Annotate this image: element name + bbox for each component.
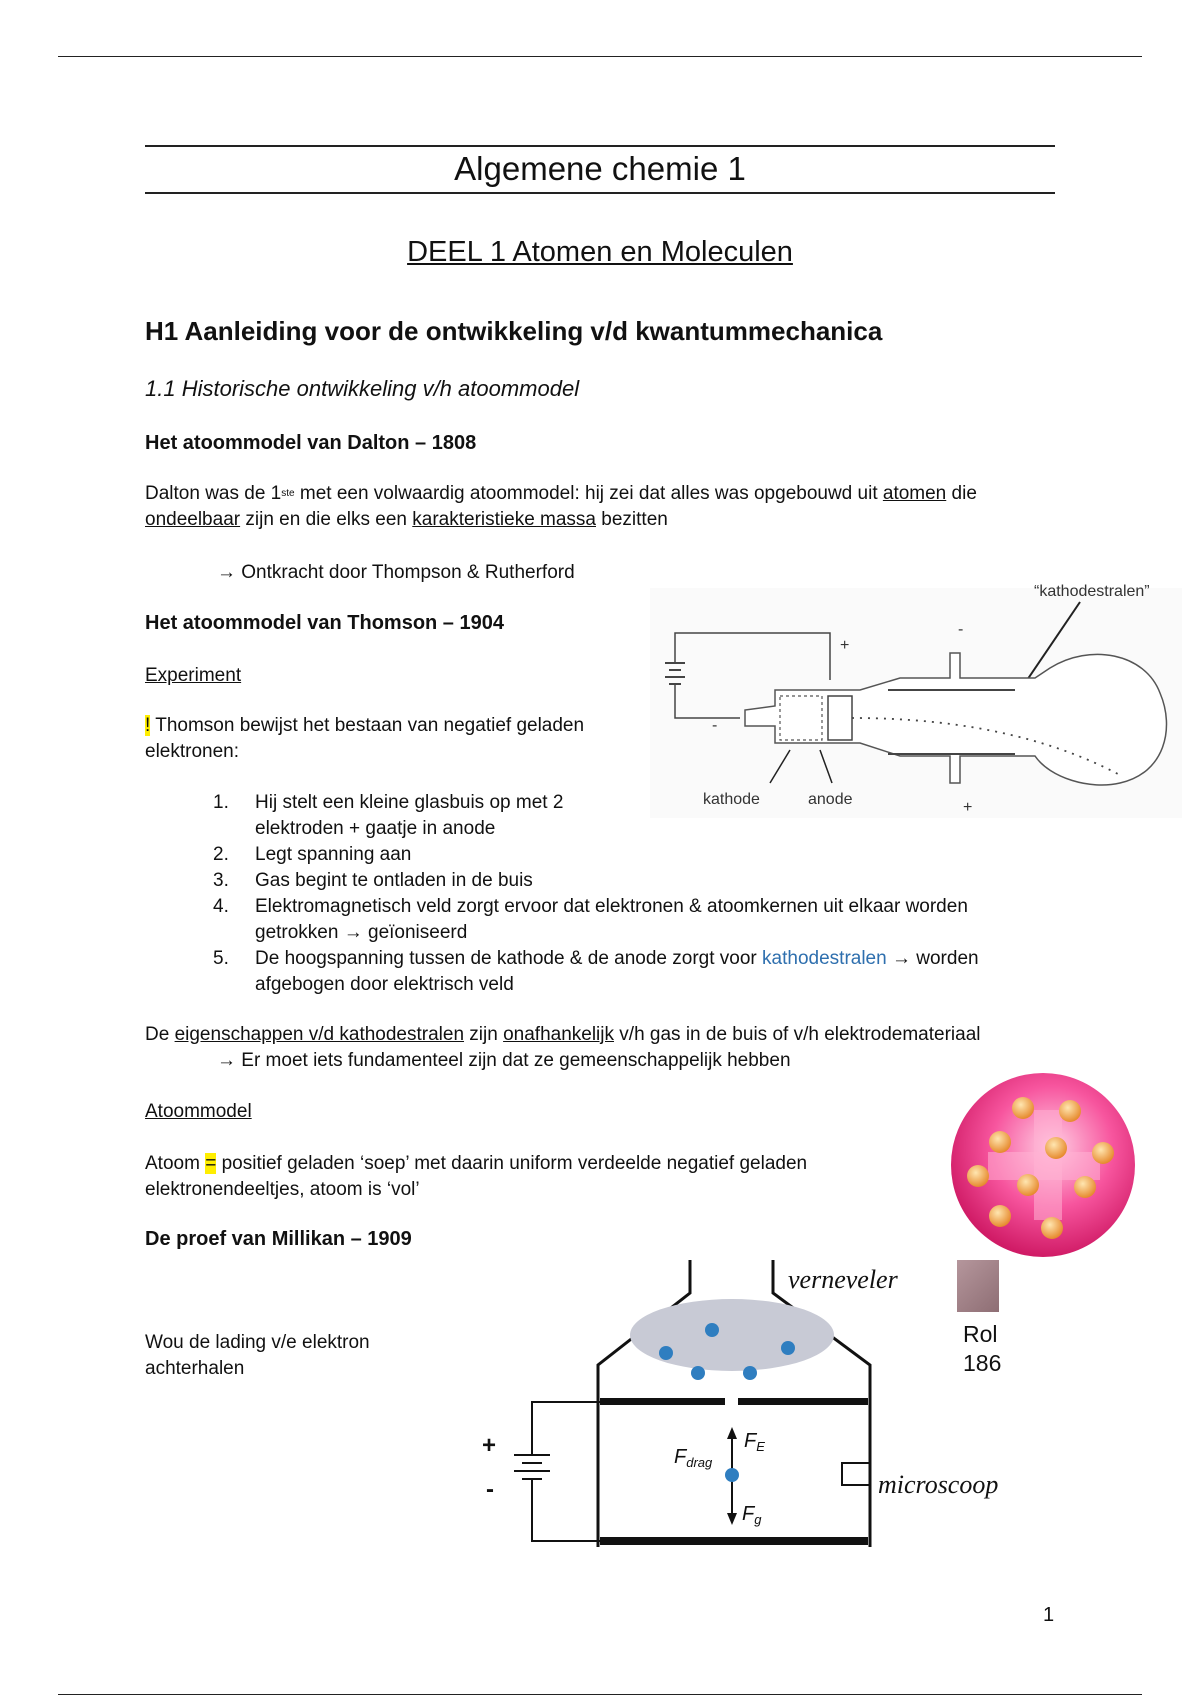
- anode-plus-sign: +: [840, 637, 850, 654]
- list-item: [213, 972, 1053, 998]
- cathode-electrode: [780, 696, 822, 740]
- dalton-heading: Het atoommodel van Dalton – 1808: [145, 432, 477, 454]
- properties-underlined: onafhankelijk: [503, 1024, 615, 1045]
- dalton-text: met een volwaardig atoommodel: hij zei dat alles was opgebouwd uit: [294, 483, 883, 504]
- step-number: 5.: [213, 948, 229, 969]
- atom-model-label: Atoommodel: [145, 1101, 252, 1122]
- title-rule-bottom: [145, 192, 1055, 194]
- properties-underlined: eigenschappen v/d kathodestralen: [174, 1024, 465, 1045]
- electron-dot: [1092, 1142, 1114, 1164]
- atom-model-text: Atoom: [145, 1153, 206, 1174]
- sprayer-label: verneveler: [788, 1265, 898, 1294]
- oil-mist-cloud: [630, 1299, 834, 1371]
- properties-paragraph: [145, 1022, 1065, 1048]
- millikan-paragraph: [145, 1330, 370, 1382]
- dalton-sup: ste: [281, 488, 295, 499]
- oil-droplet: [781, 1341, 795, 1355]
- plate-minus-sign: -: [958, 621, 964, 638]
- force-arrowhead-up: [727, 1427, 737, 1439]
- step-number: 1.: [213, 792, 229, 813]
- list-item: [213, 816, 1053, 842]
- dalton-text: zijn en die elks een: [240, 509, 413, 530]
- oil-droplet: [691, 1366, 705, 1380]
- step-text: afgebogen door elektrisch veld: [255, 974, 514, 995]
- millikan-text: achterhalen: [145, 1358, 245, 1379]
- list-item: [213, 894, 1053, 920]
- page-title: Algemene chemie 1: [454, 150, 746, 187]
- portrait-caption-text: Rol: [963, 1321, 998, 1347]
- step-text: Legt spanning aan: [255, 844, 412, 865]
- electron-dot: [1074, 1176, 1096, 1198]
- dalton-text: Dalton was de 1: [145, 483, 282, 504]
- step-text: Gas begint te ontladen in de buis: [255, 870, 533, 891]
- atom-sphere-cross-highlight: [988, 1152, 1100, 1180]
- electron-dot: [1045, 1137, 1067, 1159]
- dalton-underlined-term: atomen: [882, 483, 947, 504]
- dalton-paragraph: [145, 481, 1055, 533]
- dalton-text: bezitten: [596, 509, 668, 530]
- microscope-label: microscoop: [878, 1470, 999, 1499]
- dalton-arrow-note: → Ontkracht door Thompson & Rutherford: [217, 562, 575, 583]
- dalton-text: die: [946, 483, 977, 504]
- electron-dot: [1012, 1097, 1034, 1119]
- properties-text: v/h gas in de buis of v/h elektrodemateriaal: [614, 1024, 981, 1045]
- cathode-minus-sign: -: [712, 717, 718, 734]
- oil-droplet: [705, 1323, 719, 1337]
- atom-model-paragraph: [145, 1151, 905, 1203]
- equals-highlight: =: [205, 1153, 217, 1174]
- circuit-wire: [532, 1480, 600, 1541]
- step-text: elektroden + gaatje in anode: [255, 818, 496, 839]
- cathode-rays-label: “kathodestralen”: [1034, 583, 1150, 600]
- cathode-label: kathode: [703, 791, 760, 808]
- electron-dot: [1041, 1217, 1063, 1239]
- portrait-caption: [963, 1320, 1003, 1378]
- battery-minus-sign: -: [486, 1476, 494, 1503]
- gravity-force-label: $F_g$: [742, 1503, 762, 1527]
- step-number: 4.: [213, 896, 229, 917]
- dalton-underlined-term: ondeelbaar: [145, 509, 241, 530]
- thomson-claim: [145, 713, 625, 765]
- title-rule-top: [145, 145, 1055, 147]
- upper-capacitor-plate: [738, 1398, 868, 1405]
- properties-text: zijn: [464, 1024, 504, 1045]
- millikan-oil-drop-diagram: [470, 1255, 1010, 1555]
- page-bottom-rule: [58, 1694, 1142, 1695]
- step-text: → worden: [886, 948, 979, 969]
- part-title: DEEL 1 Atomen en Moleculen: [407, 236, 793, 268]
- exclamation-highlight: !: [145, 715, 151, 736]
- step-text: getrokken → geïoniseerd: [255, 922, 468, 943]
- list-item: [213, 946, 1053, 972]
- atom-model-text: positief geladen ‘soep’ met daarin uniform verdeelde negatief geladen: [216, 1153, 808, 1174]
- electron-dot: [1059, 1100, 1081, 1122]
- thomson-heading: Het atoommodel van Thomson – 1904: [145, 612, 504, 634]
- anode-electrode: [828, 696, 852, 740]
- step-number: 2.: [213, 844, 229, 865]
- step-number: 3.: [213, 870, 229, 891]
- chapter-heading: H1 Aanleiding voor de ontwikkeling v/d kwantummechanica: [145, 316, 883, 346]
- step-text: Elektromagnetisch veld zorgt ervoor dat elektronen & atoomkernen uit elkaar worden: [255, 896, 968, 917]
- thomson-claim-text: Thomson bewijst het bestaan van negatief geladen: [150, 715, 585, 736]
- page-top-rule: [58, 56, 1142, 57]
- plate-plus-sign: +: [963, 799, 973, 816]
- list-item: [213, 868, 1053, 894]
- step-text: De hoogspanning tussen de kathode & de anode zorgt voor: [255, 948, 763, 969]
- millikan-text: Wou de lading v/e elektron: [145, 1332, 370, 1353]
- step-text: Hij stelt een kleine glasbuis op met 2: [255, 792, 564, 813]
- drag-force-label: $F_{drag}$: [674, 1446, 713, 1470]
- page-number: 1: [1043, 1604, 1055, 1626]
- circuit-wire: [532, 1402, 600, 1455]
- list-item: [213, 842, 1053, 868]
- millikan-heading: De proef van Millikan – 1909: [145, 1228, 412, 1250]
- battery-icon: [514, 1455, 550, 1479]
- properties-text: De: [145, 1024, 175, 1045]
- dalton-underlined-term: karakteristieke massa: [412, 509, 596, 530]
- portrait-fragment: [957, 1260, 999, 1312]
- plum-pudding-atom-diagram: [948, 1070, 1138, 1260]
- portrait-caption-text: 186: [963, 1350, 1002, 1376]
- experiment-steps: [213, 790, 1053, 998]
- list-item: [213, 920, 1053, 946]
- upper-capacitor-plate: [600, 1398, 725, 1405]
- microscope-tube: [842, 1463, 870, 1485]
- oil-drop-under-observation: [725, 1468, 739, 1482]
- electron-dot: [989, 1131, 1011, 1153]
- battery-plus-sign: +: [482, 1432, 497, 1459]
- electric-force-label: $F_E$: [744, 1430, 765, 1454]
- lower-capacitor-plate: [600, 1537, 868, 1545]
- thomson-claim-text: elektronen:: [145, 741, 240, 762]
- properties-arrow-note: → Er moet iets fundamenteel zijn dat ze gemeenschappelijk hebben: [217, 1050, 791, 1071]
- oil-droplet: [743, 1366, 757, 1380]
- electron-dot: [1017, 1174, 1039, 1196]
- atom-model-text: elektronendeeltjes, atoom is ‘vol’: [145, 1179, 420, 1200]
- section-heading: 1.1 Historische ontwikkeling v/h atoommodel: [145, 376, 580, 401]
- force-arrowhead-down: [727, 1513, 737, 1525]
- electron-dot: [989, 1205, 1011, 1227]
- cathode-rays-term: kathodestralen: [762, 948, 887, 969]
- cathode-ray-tube-diagram: [650, 578, 1182, 818]
- oil-droplet: [659, 1346, 673, 1360]
- electron-dot: [967, 1165, 989, 1187]
- experiment-label: Experiment: [145, 665, 242, 686]
- anode-label: anode: [808, 791, 853, 808]
